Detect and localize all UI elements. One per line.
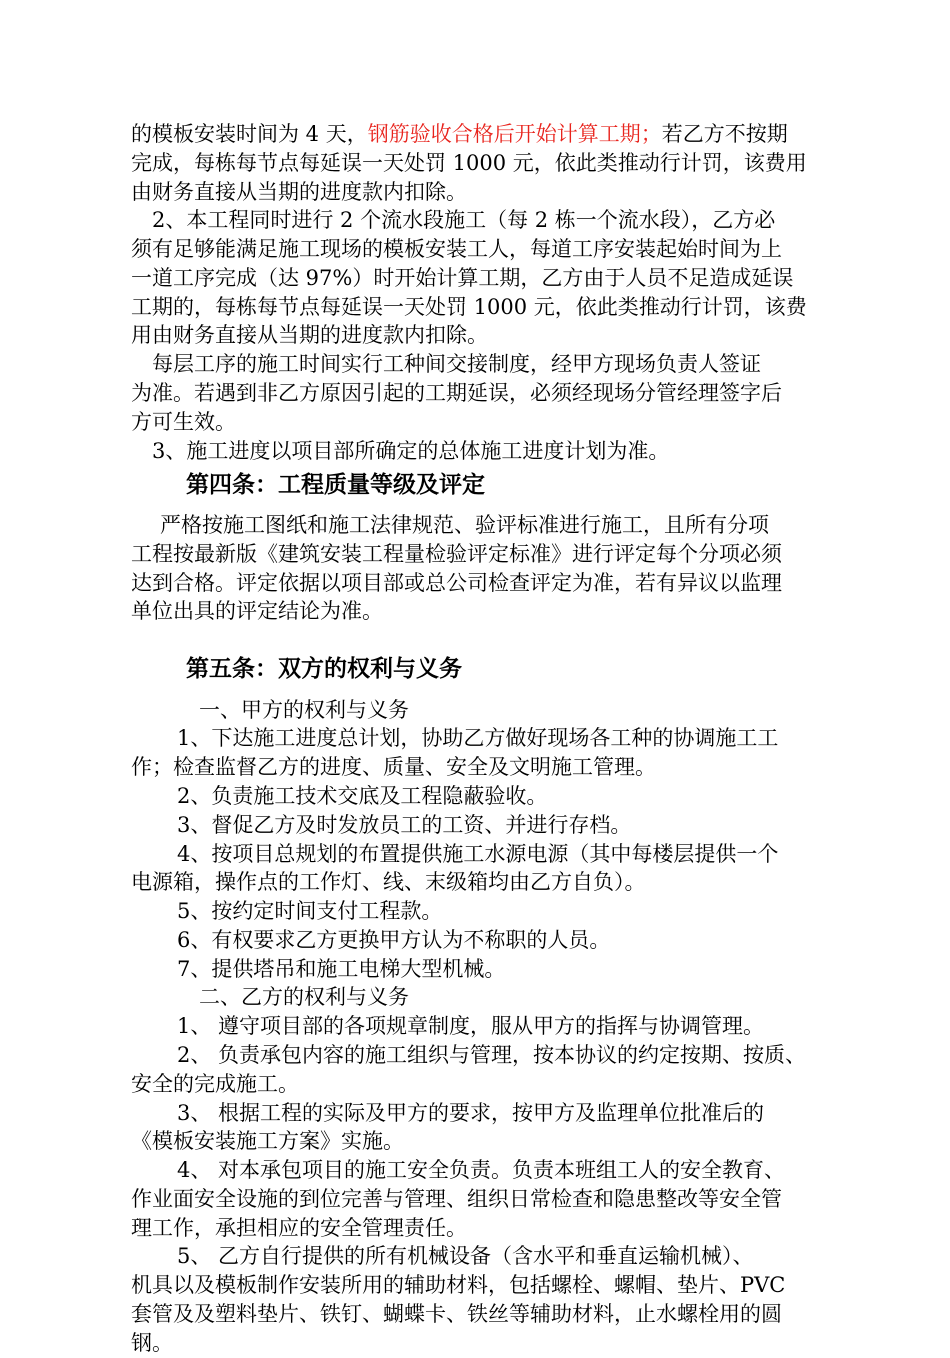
para-line: 用由财务直接从当期的进度款内扣除。 bbox=[131, 323, 488, 348]
list-item: 理工作，承担相应的安全管理责任。 bbox=[131, 1215, 467, 1240]
list-item: 1、下达施工进度总计划，协助乙方做好现场各工种的协调施工工 bbox=[177, 726, 779, 751]
list-item: 4、 对本承包项目的施工安全负责。负责本班组工人的安全教育、 bbox=[177, 1158, 786, 1183]
para-line bbox=[131, 120, 788, 149]
list-item: 电源箱，操作点的工作灯、线、末级箱均由乙方自负）。 bbox=[131, 870, 646, 895]
para-text: 若乙方不按期 bbox=[661, 122, 788, 146]
para-line: 一道工序完成（达 97%）时开始计算工期，乙方由于人员不足造成延误 bbox=[131, 265, 794, 290]
list-item: 7、提供塔吊和施工电梯大型机械。 bbox=[177, 956, 506, 981]
para-line: 方可生效。 bbox=[131, 409, 236, 434]
section-heading: 第五条：双方的权利与义务 bbox=[186, 655, 462, 682]
list-item: 机具以及模板制作安装所用的辅助材料，包括螺栓、螺帽、垫片、PVC bbox=[131, 1273, 786, 1298]
subsection-heading: 一、甲方的权利与义务 bbox=[199, 697, 409, 722]
list-item: 安全的完成施工。 bbox=[131, 1071, 299, 1096]
para-line: 每层工序的施工时间实行工种间交接制度，经甲方现场负责人签证 bbox=[152, 352, 761, 377]
para-line: 由财务直接从当期的进度款内扣除。 bbox=[131, 179, 467, 204]
list-item: 作；检查监督乙方的进度、质量、安全及文明施工管理。 bbox=[131, 755, 656, 780]
para-line: 2、本工程同时进行 2 个流水段施工（每 2 栋一个流水段），乙方必 bbox=[152, 208, 776, 233]
list-item: 5、按约定时间支付工程款。 bbox=[177, 899, 443, 924]
highlighted-text: 钢筋验收合格后开始计算工期； bbox=[367, 122, 662, 146]
list-item: 5、 乙方自行提供的所有机械设备（含水平和垂直运输机械）、 bbox=[177, 1244, 754, 1269]
list-item: 2、负责施工技术交底及工程隐蔽验收。 bbox=[177, 783, 548, 808]
para-line: 须有足够能满足施工现场的模板安装工人，每道工序安装起始时间为上 bbox=[131, 237, 782, 262]
para-line: 工期的，每栋每节点每延误一天处罚 1000 元，依此类推动行计罚，该费 bbox=[131, 294, 807, 319]
list-item: 3、督促乙方及时发放员工的工资、并进行存档。 bbox=[177, 812, 632, 837]
para-line: 3、施工进度以项目部所确定的总体施工进度计划为准。 bbox=[152, 438, 670, 463]
para-line: 严格按施工图纸和施工法律规范、验评标准进行施工，且所有分项 bbox=[160, 513, 769, 538]
list-item: 4、按项目总规划的布置提供施工水源电源（其中每楼层提供一个 bbox=[177, 841, 779, 866]
para-line: 工程按最新版《建筑安装工程量检验评定标准》进行评定每个分项必须 bbox=[131, 541, 782, 566]
para-line: 为准。若遇到非乙方原因引起的工期延误，必须经现场分管经理签字后 bbox=[131, 381, 782, 406]
section-heading: 第四条：工程质量等级及评定 bbox=[186, 472, 485, 499]
list-item: 钢。 bbox=[131, 1330, 173, 1355]
list-item: 6、有权要求乙方更换甲方认为不称职的人员。 bbox=[177, 927, 611, 952]
subsection-heading: 二、乙方的权利与义务 bbox=[199, 985, 409, 1010]
list-item: 《模板安装施工方案》实施。 bbox=[131, 1129, 404, 1154]
para-line: 单位出具的评定结论为准。 bbox=[131, 599, 383, 624]
list-item: 2、 负责承包内容的施工组织与管理，按本协议的约定按期、按质、 bbox=[177, 1042, 807, 1067]
list-item: 套管及及塑料垫片、铁钉、蝴蝶卡、铁丝等辅助材料，止水螺栓用的圆 bbox=[131, 1302, 782, 1326]
list-item: 1、 遵守项目部的各项规章制度，服从甲方的指挥与协调管理。 bbox=[177, 1014, 765, 1039]
para-line: 完成，每栋每节点每延误一天处罚 1000 元，依此类推动行计罚，该费用 bbox=[131, 150, 807, 175]
para-line: 达到合格。评定依据以项目部或总公司检查评定为准，若有异议以监理 bbox=[131, 570, 782, 595]
list-item: 作业面安全设施的到位完善与管理、组织日常检查和隐患整改等安全管 bbox=[131, 1186, 782, 1211]
list-item: 3、 根据工程的实际及甲方的要求，按甲方及监理单位批准后的 bbox=[177, 1100, 765, 1125]
para-text: 的模板安装时间为 4 天， bbox=[131, 122, 368, 146]
